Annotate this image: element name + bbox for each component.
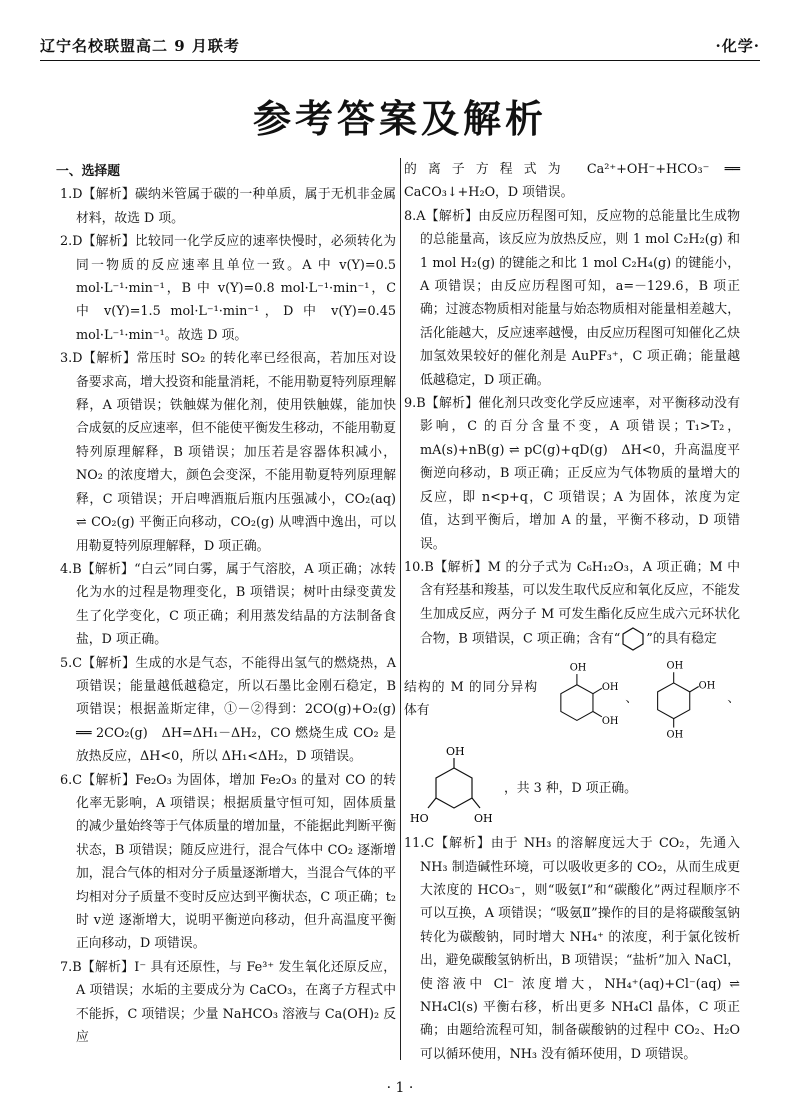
exam-name: 辽宁名校联盟高二 9 月联考: [40, 37, 240, 55]
left-column: [56, 160, 396, 1049]
right-column: [404, 158, 740, 1066]
answer-10-structures-label: 结构的 M 的同分异构体有: [404, 679, 538, 719]
section-title: 一、选择题: [56, 164, 120, 179]
oh-label: OH: [666, 729, 684, 741]
oh-label: OH: [602, 716, 619, 728]
page-header: [40, 34, 760, 61]
isomer-3-structure: [404, 746, 504, 832]
oh-label: OH: [666, 660, 684, 672]
answer-10-text-b: ”的具有稳定: [646, 631, 717, 647]
answer-10: [404, 556, 740, 652]
isomer-structures-row-2: [404, 746, 740, 832]
cyclohexane-ring-icon: [620, 626, 646, 652]
answer-8: 8.A【解析】由反应历程图可知，反应物的总能量比生成物的总能量高，该反应为放热反应，则 1 mol C₂H₂(g) 和 1 mol H₂(g) 的键能之和比 1 mol C₂H₄(g) 的键能小，A 项错误；由反应历程图可知，a=－129.6，B 项正确；过渡态物质相对能量与始态物质相对能量相差越大，活化能越大，反应速率越慢，由反应历程图可知催化乙炔加氢效果较好的催化剂是 AuPF₃⁺，C 项正确；能量越低越稳定，D 项正确。: [404, 208, 740, 388]
oh-label: OH: [698, 680, 716, 692]
answer-3: 3.D【解析】常压时 SO₂ 的转化率已经很高，若加压对设备要求高，增大投资和能量消耗，不能用勒夏特列原理解释，A 项错误；铁触媒为催化剂，使用铁触媒，能加快合成氨的反应速率，但不能使平衡发生移动，不能用勒夏特列原理解释，B 项错误；加压若是容器体积减小，NO₂ 的浓度增大，颜色会变深，不能用勒夏特列原理解释，C 项错误；开启啤酒瓶后瓶内压强减小，CO₂(aq) ⇌ CO₂(g) 平衡正向移动，CO₂(g) 从啤酒中逸出，可以用勒夏特列原理解释，D 项正确。: [60, 351, 396, 554]
answer-11: 11.C【解析】由于 NH₃ 的溶解度远大于 CO₂，先通入 NH₃ 制造碱性环境，可以吸收更多的 CO₂，从而生成更大浓度的 HCO₃⁻，则“吸氨Ⅰ”和“碳酸化”两过程顺序不可以互换，A 项错误；“吸氨Ⅱ”操作的目的是将碳酸氢钠转化为碳酸钠，同时增大 NH₄⁺ 的浓度，利于氯化铵析出，避免碳酸氢钠析出，B 项错误；“盐析”加入 NaCl，使溶液中 Cl⁻ 浓度增大，NH₄⁺(aq)+Cl⁻(aq) ⇌ NH₄Cl(s) 平衡右移，析出更多 NH₄Cl 晶体，C 项正确；由题给流程可知，制备碳酸钠的过程中 CO₂、H₂O 可以循环使用，NH₃ 没有循环使用，D 项错误。: [404, 836, 740, 1062]
oh-label: OH: [602, 682, 619, 694]
answer-4: 4.B【解析】“白云”同白雾，属于气溶胶，A 项正确；冰转化为水的过程是物理变化，B 项错误；树叶由绿变黄发生了化学变化，C 项正确；利用蒸发结晶的方法制备食盐，D 项正确。: [60, 561, 396, 648]
isomer-1-structure: [543, 655, 625, 743]
separator: 、: [727, 691, 741, 707]
answer-7: 7.B【解析】I⁻ 具有还原性，与 Fe³⁺ 发生氧化还原反应，A 项错误；水垢的主要成分为 CaCO₃，在离子方程式中不能拆，C 项错误；少量 NaHCO₃ 溶液与 Ca(OH)₂ 反应: [60, 959, 396, 1046]
ho-label: HO: [410, 812, 429, 826]
oh-label: OH: [474, 812, 493, 826]
oh-label: OH: [569, 662, 587, 674]
isomer-2-structure: [638, 655, 727, 743]
column-divider: [400, 158, 401, 1060]
answer-10-text-d: ，共 3 种，D 项正确。: [504, 781, 637, 797]
page-title: 参考答案及解析: [252, 97, 547, 141]
subject-label: ·化学·: [715, 37, 760, 55]
separator: 、: [625, 691, 638, 707]
oh-label: OH: [446, 746, 465, 759]
answer-1: 1.D【解析】碳纳米管属于碳的一种单质，属于无机非金属材料，故选 D 项。: [60, 187, 396, 226]
page-number: · 1 ·: [386, 1080, 414, 1096]
answer-6: 6.C【解析】Fe₂O₃ 为固体，增加 Fe₂O₃ 的量对 CO 的转化率无影响，A 项错误；根据质量守恒可知，固体质量的减少量始终等于气体质量的增加量，不能据此判断平衡状态，B 项错误；随反应进行，混合气体中 CO₂ 逐渐增加，混合气体的相对分子质量逐渐增大，当混合气体的平均相对分子质量不变时反应达到平衡状态，C 项正确；t₂ 时 v逆 逐渐增大，说明平衡逆向移动，但升高温度平衡正向移动，D 项错误。: [60, 772, 396, 952]
answer-2: 2.D【解析】比较同一化学反应的速率快慢时，必须转化为同一物质的反应速率且单位一致。A 中 v(Y)=0.5 mol·L⁻¹·min⁻¹，B 中 v(Y)=0.8 mol·L⁻¹·min⁻¹，C 中 v(Y)=1.5 mol·L⁻¹·min⁻¹，D 中 v(Y)=0.45 mol·L⁻¹·min⁻¹。故选 D 项。: [60, 234, 396, 343]
answer-9: 9.B【解析】催化剂只改变化学反应速率，对平衡移动没有影响，C 的百分含量不变，A 项错误；T₁>T₂，mA(s)+nB(g) ⇌ pC(g)+qD(g) ΔH<0，升高温度平衡逆向移动，B 项正确；正反应为气体物质的量增大的反应，即 n<p+q，C 项错误；A 为固体，浓度为定值，达到平衡后，增加 A 的量，平衡不移动，D 项错误。: [404, 396, 740, 552]
answer-10-text: 10.B【解析】M 的分子式为 C₆H₁₂O₃，A 项正确；M 中含有羟基和羧基，可以发生取代反应和氧化反应，不能发生加成反应，两分子 M 可发生酯化反应生成六元环状化合物，B 项错误，C 项正确；含有“: [404, 559, 740, 647]
isomer-structures-row: [404, 654, 740, 744]
answer-5: 5.C【解析】生成的水是气态，不能得出氢气的燃烧热，A 项错误；能量越低越稳定，所以石墨比金刚石稳定，B 项错误；根据盖斯定律，①－②得到：2CO(g)+O₂(g) ══ 2CO₂(g) ΔH=ΔH₁－ΔH₂，CO 燃烧生成 CO₂ 是放热反应，ΔH<0，所以 ΔH₁<ΔH₂，D 项错误。: [60, 655, 396, 765]
answer-7-continued: 的离子方程式为 Ca²⁺+OH⁻+HCO₃⁻ ══ CaCO₃↓+H₂O，D 项错误。: [404, 162, 740, 201]
